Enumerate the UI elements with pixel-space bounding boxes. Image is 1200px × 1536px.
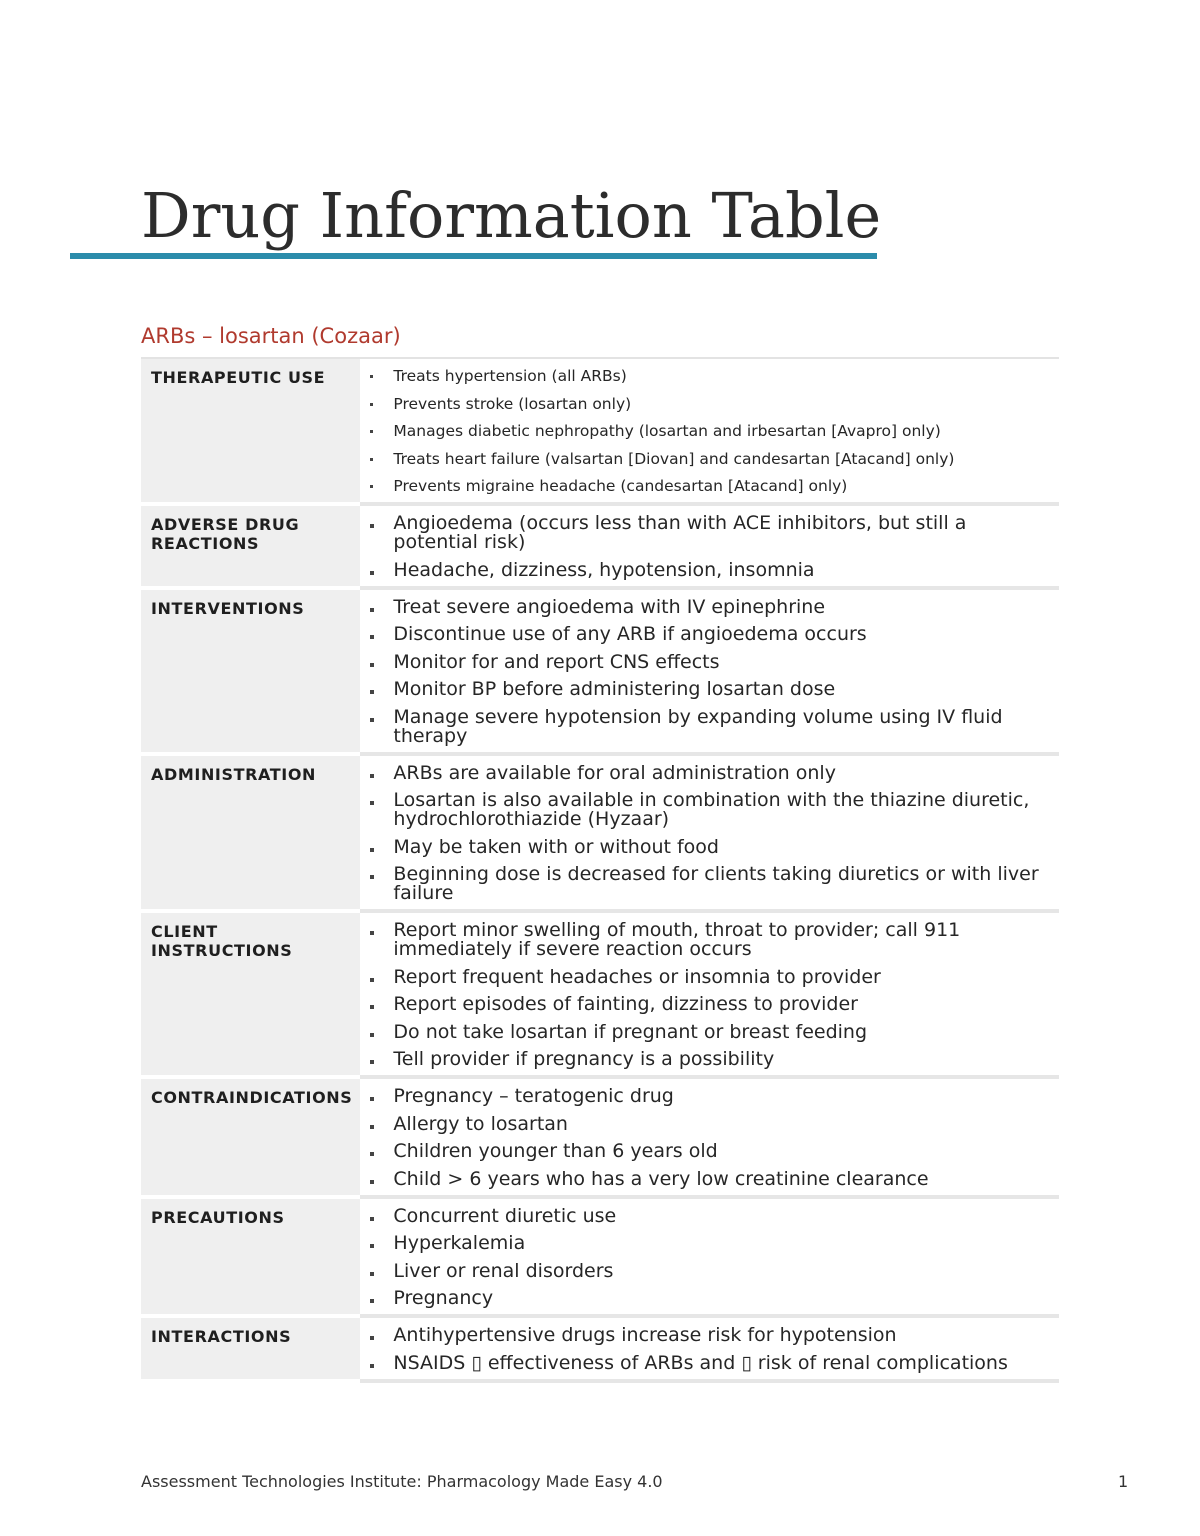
row-label: CONTRAINDICATIONS	[141, 1079, 360, 1199]
bullet-list	[360, 761, 1059, 904]
list-item: Headache, dizziness, hypotension, insomnia	[360, 561, 1039, 580]
bullet-list	[360, 1087, 1059, 1189]
section-heading: ARBs – losartan (Cozaar)	[141, 324, 401, 348]
bullet-list	[360, 514, 1059, 580]
table-row-administration	[141, 756, 1059, 914]
row-content	[360, 590, 1059, 756]
list-item: Prevents stroke (losartan only)	[360, 395, 1039, 414]
list-item: Manage severe hypotension by expanding volume using IV fluid therapy	[360, 708, 1039, 746]
list-item: Do not take losartan if pregnant or breast feeding	[360, 1023, 1039, 1042]
list-item: Treats heart failure (valsartan [Diovan] and candesartan [Atacand] only)	[360, 450, 1039, 469]
list-item: Beginning dose is decreased for clients taking diuretics or with liver failure	[360, 865, 1039, 903]
drug-info-table	[141, 359, 1059, 1383]
list-item: Pregnancy – teratogenic drug	[360, 1087, 1039, 1106]
table-row-adverse-drug-reactions	[141, 506, 1059, 590]
list-item: Monitor for and report CNS effects	[360, 653, 1039, 672]
list-item: Pregnancy	[360, 1289, 1039, 1308]
list-item: Allergy to losartan	[360, 1115, 1039, 1134]
list-item: ARBs are available for oral administration only	[360, 764, 1039, 783]
bullet-list	[360, 595, 1059, 747]
bullet-list	[360, 1204, 1059, 1309]
list-item: May be taken with or without food	[360, 838, 1039, 857]
table-row-therapeutic-use	[141, 359, 1059, 506]
row-label: INTERVENTIONS	[141, 590, 360, 756]
list-item: Concurrent diuretic use	[360, 1207, 1039, 1226]
list-item: Discontinue use of any ARB if angioedema occurs	[360, 625, 1039, 644]
row-content	[360, 506, 1059, 590]
list-item: Children younger than 6 years old	[360, 1142, 1039, 1161]
table-row-precautions	[141, 1199, 1059, 1319]
bullet-list	[360, 367, 1059, 496]
row-label: CLIENT INSTRUCTIONS	[141, 913, 360, 1079]
row-label: ADVERSE DRUG REACTIONS	[141, 506, 360, 590]
list-item: Losartan is also available in combination with the thiazine diuretic, hydrochlorothiazide (Hyzaar)	[360, 791, 1039, 829]
row-content	[360, 756, 1059, 914]
bullet-list	[360, 1326, 1059, 1373]
list-item: Report frequent headaches or insomnia to provider	[360, 968, 1039, 987]
table-row-interventions	[141, 590, 1059, 756]
list-item: Manages diabetic nephropathy (losartan and irbesartan [Avapro] only)	[360, 422, 1039, 441]
page-number: 1	[1118, 1472, 1129, 1491]
row-label: INTERACTIONS	[141, 1318, 360, 1383]
row-content	[360, 913, 1059, 1079]
row-content	[360, 1199, 1059, 1319]
row-content	[360, 1318, 1059, 1383]
row-label: ADMINISTRATION	[141, 756, 360, 914]
bullet-list	[360, 921, 1059, 1069]
row-content	[360, 1079, 1059, 1199]
list-item: Prevents migraine headache (candesartan [Atacand] only)	[360, 477, 1039, 496]
row-label: PRECAUTIONS	[141, 1199, 360, 1319]
table-row-interactions	[141, 1318, 1059, 1383]
title-underline	[70, 253, 877, 259]
list-item: Antihypertensive drugs increase risk for hypotension	[360, 1326, 1039, 1345]
list-item: Monitor BP before administering losartan dose	[360, 680, 1039, 699]
list-item: Tell provider if pregnancy is a possibility	[360, 1050, 1039, 1069]
list-item: Angioedema (occurs less than with ACE inhibitors, but still a potential risk)	[360, 514, 1039, 552]
list-item: Hyperkalemia	[360, 1234, 1039, 1253]
list-item: Child > 6 years who has a very low creatinine clearance	[360, 1170, 1039, 1189]
list-item: Treats hypertension (all ARBs)	[360, 367, 1039, 386]
list-item: Liver or renal disorders	[360, 1262, 1039, 1281]
row-label: THERAPEUTIC USE	[141, 359, 360, 506]
list-item: NSAIDS ▯ effectiveness of ARBs and ▯ risk of renal complications	[360, 1354, 1039, 1373]
table-row-contraindications	[141, 1079, 1059, 1199]
page-title: Drug Information Table	[141, 179, 882, 252]
footer-source: Assessment Technologies Institute: Pharmacology Made Easy 4.0	[141, 1472, 663, 1491]
row-content	[360, 359, 1059, 506]
list-item: Treat severe angioedema with IV epinephrine	[360, 598, 1039, 617]
list-item: Report minor swelling of mouth, throat to provider; call 911 immediately if severe reaction occurs	[360, 921, 1039, 959]
table-row-client-instructions	[141, 913, 1059, 1079]
list-item: Report episodes of fainting, dizziness to provider	[360, 995, 1039, 1014]
